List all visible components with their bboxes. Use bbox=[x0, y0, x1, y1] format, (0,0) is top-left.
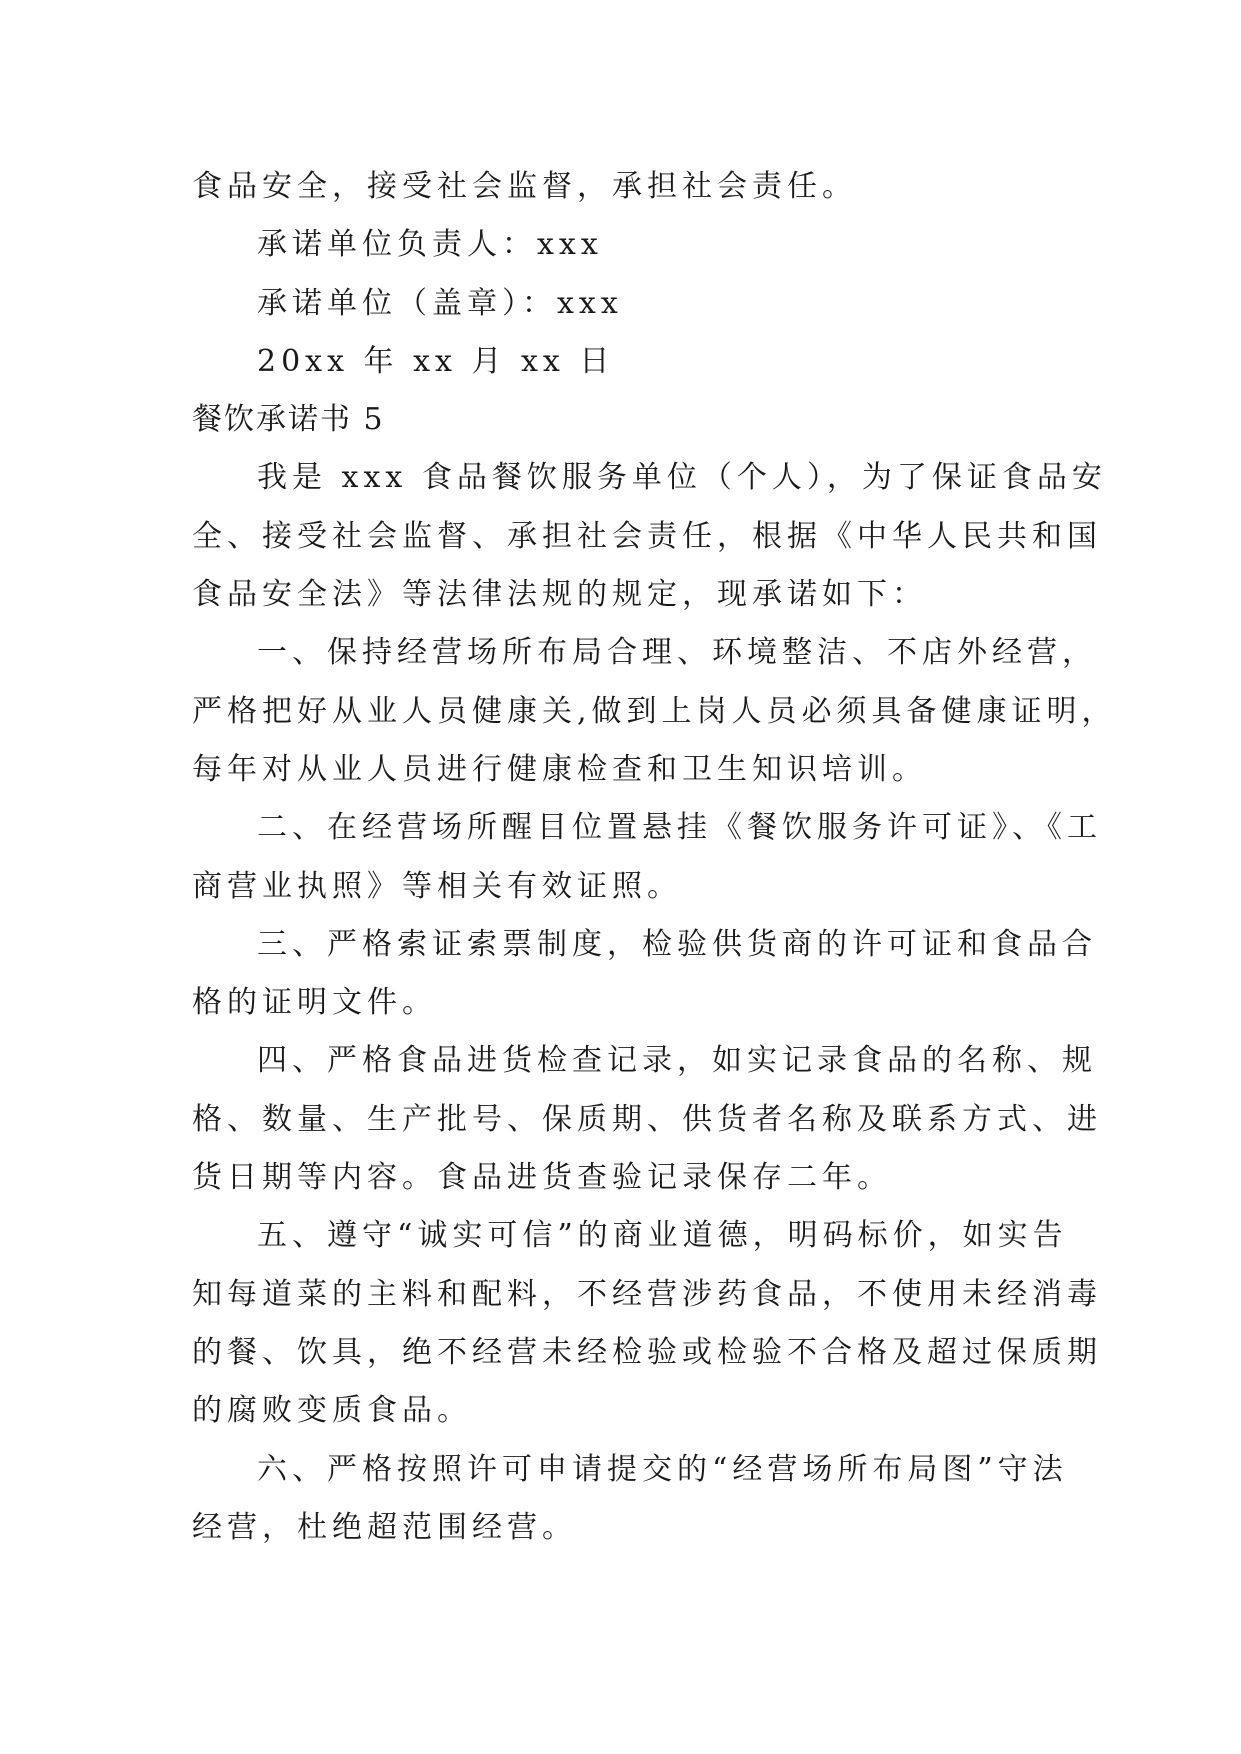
text-line: 的腐败变质食品。 bbox=[192, 1393, 472, 1429]
text-line: 知每道菜的主料和配料，不经营涉药食品，不使用未经消毒 bbox=[192, 1276, 1102, 1312]
text-line: 格的证明文件。 bbox=[192, 985, 437, 1021]
text-line: 全、接受社会监督、承担社会责任，根据《中华人民共和国 bbox=[192, 518, 1102, 554]
text-line: 四、严格食品进货检查记录，如实记录食品的名称、规 bbox=[257, 1043, 1097, 1079]
seal-line: 承诺单位（盖章）：xxx bbox=[257, 285, 623, 321]
document-body bbox=[192, 158, 1117, 1557]
signatory-line: 承诺单位负责人：xxx bbox=[257, 227, 603, 263]
text-line: 五、遵守“诚实可信”的商业道德，明码标价，如实告 bbox=[257, 1218, 1068, 1254]
date-line: 20xx 年 xx 月 xx 日 bbox=[257, 343, 615, 379]
text-line: 一、保持经营场所布局合理、环境整洁、不店外经营， bbox=[257, 635, 1097, 671]
text-line: 的餐、饮具，绝不经营未经检验或检验不合格及超过保质期 bbox=[192, 1334, 1102, 1370]
text-line: 商营业执照》等相关有效证照。 bbox=[192, 868, 682, 904]
text-line: 六、严格按照许可申请提交的“经营场所布局图”守法 bbox=[257, 1451, 1068, 1487]
text-line: 食品安全，接受社会监督，承担社会责任。 bbox=[192, 169, 857, 204]
text-line: 严格把好从业人员健康关,做到上岗人员必须具备健康证明， bbox=[192, 693, 1117, 729]
text-line: 食品安全法》等法律法规的规定，现承诺如下： bbox=[192, 577, 927, 613]
section-title: 餐饮承诺书 5 bbox=[192, 402, 385, 438]
text-line: 每年对从业人员进行健康检查和卫生知识培训。 bbox=[192, 751, 927, 787]
text-line: 二、在经营场所醒目位置悬挂《餐饮服务许可证》、《工 bbox=[257, 810, 1102, 846]
text-line: 货日期等内容。食品进货查验记录保存二年。 bbox=[192, 1160, 892, 1196]
text-line: 我是 xxx 食品餐饮服务单位（个人），为了保证食品安 bbox=[257, 460, 1107, 496]
text-line: 三、严格索证索票制度，检验供货商的许可证和食品合 bbox=[257, 926, 1097, 962]
text-line: 格、数量、生产批号、保质期、供货者名称及联系方式、进 bbox=[192, 1101, 1102, 1137]
text-line: 经营，杜绝超范围经营。 bbox=[192, 1509, 577, 1545]
